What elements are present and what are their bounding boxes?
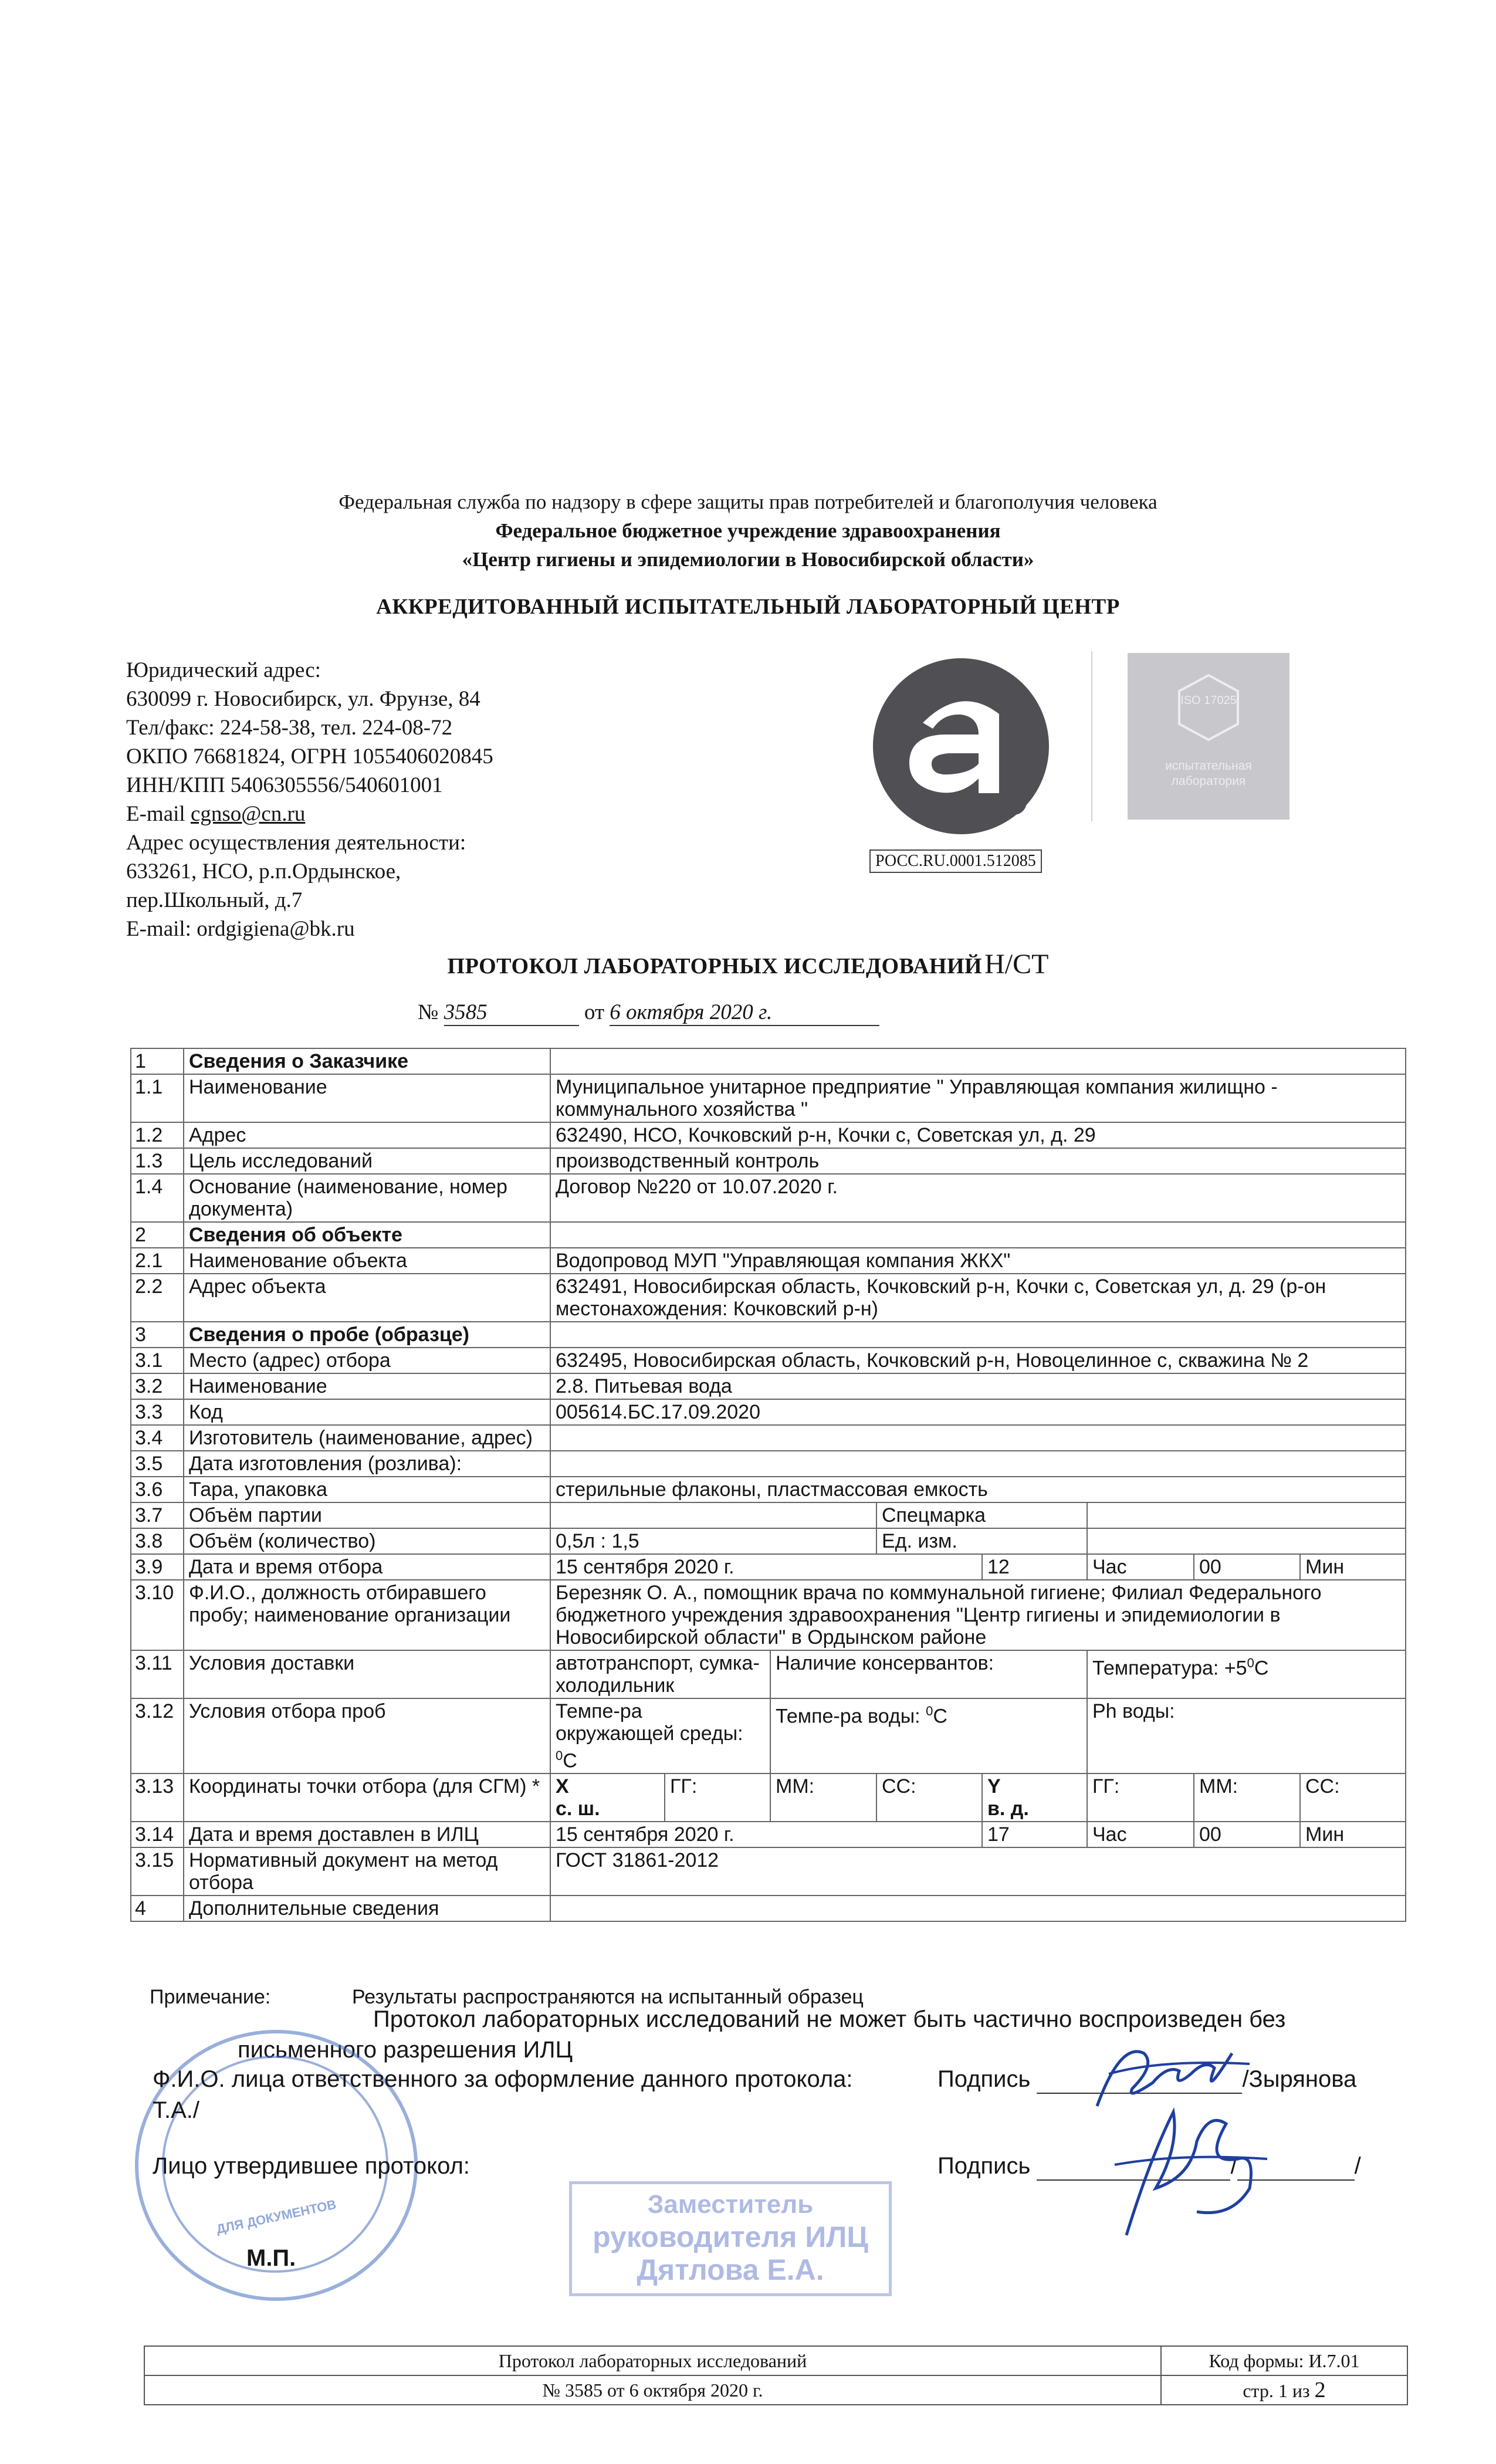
page-prefix: стр. 1 из [1243,2380,1315,2401]
row-label: Наименование [184,1373,550,1399]
row-value: 632490, НСО, Кочковский р-н, Кочки с, Советская ул, д. 29 [550,1122,1406,1148]
accreditation-logo [867,652,1061,840]
page-total: 2 [1314,2378,1326,2402]
row-value [550,1896,1406,1921]
row-num: 3.11 [131,1650,184,1698]
table-row [131,1502,1406,1528]
table-row [131,1554,1406,1580]
approver-label: Лицо утвердившее протокол: [153,2153,470,2179]
section-sample [131,1322,1406,1348]
row-num: 3 [131,1322,184,1348]
row-label: Наименование объекта [184,1248,550,1274]
logo-divider [1091,651,1092,821]
row-num: 3.14 [131,1822,184,1847]
row-value: Водопровод МУП "Управляющая компания ЖКХ" [550,1248,1406,1274]
row-value: 632491, Новосибирская область, Кочковский р-н, Кочки с, Советская ул, д. 29 (р-он местонахождения: Кочковский р-н) [550,1274,1406,1322]
row-label: Адрес [184,1122,550,1148]
header-agency: Федеральная служба по надзору в сфере защиты прав потребителей и благополучия человека [339,490,1157,513]
unit-value [1087,1528,1406,1554]
table-row [131,1773,1406,1822]
row-label: Объём (количество) [184,1528,550,1554]
email-link[interactable]: cgnso@cn.ru [190,802,306,826]
row-value: 0,5л : 1,5 [550,1528,876,1554]
coord-x-deg: ГГ: [665,1773,770,1822]
row-num: 1.1 [131,1074,184,1122]
phone: Тел/факс: 224-58-38, тел. 224-08-72 [126,716,453,740]
celsius-mark: С [563,1749,577,1772]
row-value [550,1451,1406,1477]
logo-dot [1001,789,1027,815]
row-label: Цель исследований [184,1148,550,1174]
row-value: 632495, Новосибирская область, Кочковский р-н, Новоцелинное с, скважина № 2 [550,1348,1406,1373]
stamp-line-3: Дятлова Е.А. [637,2253,824,2286]
row-num: 3.10 [131,1580,184,1650]
protocol-suffix: Н/СТ [984,949,1049,980]
protocol-title [0,948,1496,980]
minute-label: Мин [1300,1554,1406,1580]
note-2: Протокол лабораторных исследований не может быть частично воспроизведен без [373,2006,1286,2032]
water-temperature [770,1698,1087,1773]
row-label: Дата и время отбора [184,1554,550,1580]
sampling-hour: 12 [982,1554,1087,1580]
table-row [131,1399,1406,1425]
row-num: 3.1 [131,1348,184,1373]
responsible-name-end: Т.А./ [153,2097,200,2123]
row-label: Место (адрес) отбора [184,1348,550,1373]
section-title: Сведения о пробе (образце) [184,1322,550,1348]
sign-label: Подпись [937,2153,1031,2179]
hour-label: Час [1087,1822,1194,1847]
header-lab-center: АККРЕДИТОВАННЫЙ ИСПЫТАТЕЛЬНЫЙ ЛАБОРАТОРНЫЙ ЦЕНТР [376,595,1120,619]
position-stamp [569,2181,892,2296]
row-label: Условия доставки [184,1650,550,1698]
ambient-text: Темпе-ра окружающей среды: [556,1700,743,1745]
delivery-conditions: автотранспорт, сумка-холодильник [550,1650,770,1698]
row-num: 3.5 [131,1451,184,1477]
row-label: Координаты точки отбора (для СГМ) * [184,1773,550,1822]
inn-kpp: ИНН/КПП 5406305556/540601001 [126,773,443,797]
row-label: Нормативный документ на метод отбора [184,1847,550,1896]
row-value: 2.8. Питьевая вода [550,1373,1406,1399]
sampling-date: 15 сентября 2020 г. [550,1554,982,1580]
row-num: 2.1 [131,1248,184,1274]
table-row [131,1373,1406,1399]
row-num: 1 [131,1048,184,1074]
table-row [131,1896,1406,1921]
responsible-name: /Зырянова [1242,2066,1357,2092]
coord-y-sub: в. д. [987,1798,1029,1820]
table-row [131,1274,1406,1322]
row-label: Наименование [184,1074,550,1122]
coord-x-min: ММ: [770,1773,876,1822]
row-label: Дата и время доставлен в ИЛЦ [184,1822,550,1847]
row-label: Условия отбора проб [184,1698,550,1773]
unit-label: Ед. изм. [876,1528,1087,1554]
special-mark-label: Спецмарка [876,1502,1087,1528]
activity-address-1: 633261, НСО, р.п.Ордынское, [126,859,401,884]
section-object [131,1222,1406,1248]
footer-page [1161,2375,1407,2405]
round-seal-text: ДЛЯ ДОКУМЕНТОВ [215,2196,338,2237]
row-label: Адрес объекта [184,1274,550,1322]
number-label: № [418,1000,439,1024]
row-num: 3.12 [131,1698,184,1773]
row-value [550,1425,1406,1451]
section-title: Сведения о Заказчике [184,1048,550,1074]
footer-doc-type: Протокол лабораторных исследований [144,2346,1161,2375]
stamp-line-2: руководителя ИЛЦ [593,2221,868,2253]
legal-address: 630099 г. Новосибирск, ул. Фрунзе, 84 [126,687,480,711]
row-label: Основание (наименование, номер документа) [184,1174,550,1222]
table-row [131,1580,1406,1650]
activity-email: E-mail: ordgigiena@bk.ru [126,917,355,941]
row-label: Тара, упаковка [184,1477,550,1502]
celsius-mark: С [1254,1657,1269,1680]
separator: / [1230,2153,1237,2179]
hour-label: Час [1087,1554,1194,1580]
footer-table [144,2345,1408,2405]
water-ph: Ph воды: [1087,1698,1406,1773]
table-row [131,1822,1406,1847]
coord-y-letter: Y [987,1775,1001,1798]
protocol-date: 6 октября 2020 г. [610,1000,879,1026]
celsius-mark: С [933,1705,947,1728]
row-value: Березняк О. А., помощник врача по коммунальной гигиене; Филиал Федерального бюджетного учреждения здравоохранения "Центр гигиены и эпидемиологии в Новосибирской области" в Ордынском районе [550,1580,1406,1650]
row-num: 4 [131,1896,184,1921]
row-num: 1.4 [131,1174,184,1222]
activity-address-label: Адрес осуществления деятельности: [126,831,466,855]
row-num: 3.3 [131,1399,184,1425]
note-1: Результаты распространяются на испытанный образец [352,1986,864,2008]
table-row [131,1148,1406,1174]
table-row [131,1348,1406,1373]
row-value: Муниципальное унитарное предприятие " Управляющая компания жилищно - коммунального хозяйства " [550,1074,1406,1122]
coord-y-min: ММ: [1194,1773,1300,1822]
minute-label: Мин [1300,1822,1406,1847]
iso-badge-label: ISO 17025 [1180,694,1237,707]
delivery-date: 15 сентября 2020 г. [550,1822,982,1847]
note-label: Примечание: [150,1986,271,2008]
row-num: 1.3 [131,1148,184,1174]
from-label: от [584,1000,604,1024]
email-line [126,800,607,828]
footer-doc-number: № 3585 от 6 октября 2020 г. [144,2375,1161,2405]
coord-y-sec: СС: [1300,1773,1406,1822]
coord-x-letter: X [556,1775,569,1798]
special-mark-value [1087,1502,1406,1528]
ambient-temperature [550,1698,770,1773]
section-customer [131,1048,1406,1074]
activity-address-2: пер.Школьный, д.7 [126,888,303,912]
row-value: производственный контроль [550,1148,1406,1174]
section-title: Сведения об объекте [184,1222,550,1248]
row-num: 3.6 [131,1477,184,1502]
row-value: стерильные флаконы, пластмассовая емкость [550,1477,1406,1502]
row-value: ГОСТ 31861-2012 [550,1847,1406,1896]
row-value: 005614.БС.17.09.2020 [550,1399,1406,1425]
row-num: 2.2 [131,1274,184,1322]
coord-y [982,1773,1087,1822]
empty-cell [550,1048,1406,1074]
table-row [131,1248,1406,1274]
degree-mark: 0 [556,1748,563,1763]
water-text: Темпе-ра воды: [776,1705,926,1728]
coord-x [550,1773,665,1822]
protocol-number: 3585 [444,1000,579,1026]
row-num: 3.15 [131,1847,184,1896]
row-num: 3.8 [131,1528,184,1554]
row-num: 3.9 [131,1554,184,1580]
row-num: 3.13 [131,1773,184,1822]
protocol-table [130,1048,1406,1922]
row-num: 3.7 [131,1502,184,1528]
row-label: Изготовитель (наименование, адрес) [184,1425,550,1451]
row-label: Код [184,1399,550,1425]
temperature-text: Температура: +5 [1092,1657,1247,1680]
header-center: «Центр гигиены и эпидемиологии в Новосибирской области» [462,548,1034,571]
row-value [550,1502,876,1528]
lab-badge-label: испытательная лаборатория [1165,759,1252,788]
protocol-title-text: ПРОТОКОЛ ЛАБОРАТОРНЫХ ИССЛЕДОВАНИЙ [447,954,983,979]
coord-x-sec: СС: [876,1773,982,1822]
legal-address-label: Юридический адрес: [126,658,321,682]
degree-mark: 0 [926,1704,933,1718]
note-3: письменного разрешения ИЛЦ [238,2037,573,2063]
stamp-line-1: Заместитель [647,2190,814,2219]
address-block [126,656,607,943]
row-label: Дата изготовления (розлива): [184,1451,550,1477]
table-row [131,1425,1406,1451]
empty-cell [550,1322,1406,1348]
delivery-temperature [1087,1650,1406,1698]
row-num: 3.2 [131,1373,184,1399]
row-num: 3.4 [131,1425,184,1451]
table-row [131,1451,1406,1477]
table-row [131,1528,1406,1554]
row-label: Дополнительные сведения [184,1896,550,1921]
coord-y-deg: ГГ: [1087,1773,1194,1822]
iso-badge [1128,653,1289,820]
end-mark: / [1354,2153,1361,2179]
preservatives: Наличие консервантов: [770,1650,1087,1698]
iso-hexagon-icon [1177,673,1240,742]
table-row [131,1122,1406,1148]
coord-x-sub: с. ш. [556,1798,600,1820]
delivery-hour: 17 [982,1822,1087,1847]
row-value: Договор №220 от 10.07.2020 г. [550,1174,1406,1222]
responsible-label: Ф.И.О. лица ответственного за оформление данного протокола: [153,2066,853,2092]
table-row [131,1698,1406,1773]
table-row [131,1074,1406,1122]
header-institution: Федеральное бюджетное учреждение здравоохранения [495,519,1001,542]
sampling-minute: 00 [1194,1554,1300,1580]
empty-cell [550,1222,1406,1248]
accreditation-number: РОСС.RU.0001.512085 [869,849,1042,873]
email-label: E-mail [126,802,191,826]
protocol-number-line [418,1000,879,1026]
delivery-minute: 00 [1194,1822,1300,1847]
sign-label: Подпись [937,2066,1031,2092]
row-num: 1.2 [131,1122,184,1148]
row-label: Ф.И.О., должность отбиравшего пробу; наименование организации [184,1580,550,1650]
table-row [131,1847,1406,1896]
footer-form-code: Код формы: И.7.01 [1161,2346,1407,2375]
row-num: 2 [131,1222,184,1248]
table-row [131,1174,1406,1222]
seal-place-label: М.П. [246,2245,296,2271]
signature-approver [1091,2089,1279,2259]
row-label: Объём партии [184,1502,550,1528]
okpo-ogrn: ОКПО 76681824, ОГРН 1055406020845 [126,744,493,769]
table-row [131,1650,1406,1698]
degree-mark: 0 [1247,1656,1254,1670]
table-row [131,1477,1406,1502]
